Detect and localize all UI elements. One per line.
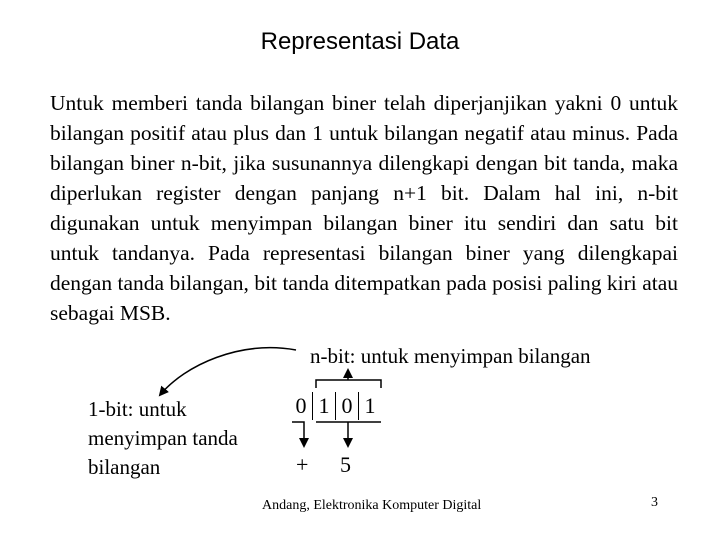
sign-down-arrow xyxy=(292,422,304,446)
bit-cell: 1 xyxy=(358,392,381,420)
nbit-bracket xyxy=(316,380,381,388)
body-paragraph: Untuk memberi tanda bilangan biner telah diperjanjikan yakni 0 untuk bilangan positif atau plus dan 1 untuk bilangan negatif atau minus. Pada bilangan biner n-bit, jika susunannya dilengkapi dengan bit tanda, maka diperlukan register dengan panjang n+1 bit. Dalam hal ini, n-bit digunakan untuk menyimpan bilangan biner itu sendiri dan satu bit untuk tandanya. Pada representasi bilangan biner yang dilengkapai dengan tanda bilangan, bit tanda ditempatkan pada posisi paling kiri atau sebagai MSB. xyxy=(50,91,678,325)
sign-result-label: + xyxy=(296,452,309,477)
footer-author: Andang, Elektronika Komputer Digital xyxy=(262,498,482,513)
slide-title: Representasi Data xyxy=(260,28,460,55)
bit-cell-sign: 0 xyxy=(295,393,307,418)
sign-bit-curve-arrow xyxy=(160,348,296,395)
value-result-label: 5 xyxy=(340,452,351,477)
sign-bit-label: 1-bit: untuk menyimpan tanda bilangan xyxy=(88,397,238,479)
nbit-label: n-bit: untuk menyimpan bilangan xyxy=(310,344,591,368)
bit-register xyxy=(290,392,381,420)
bit-cell: 1 xyxy=(312,392,335,420)
page-number: 3 xyxy=(651,495,658,510)
bit-cell: 0 xyxy=(335,392,358,420)
